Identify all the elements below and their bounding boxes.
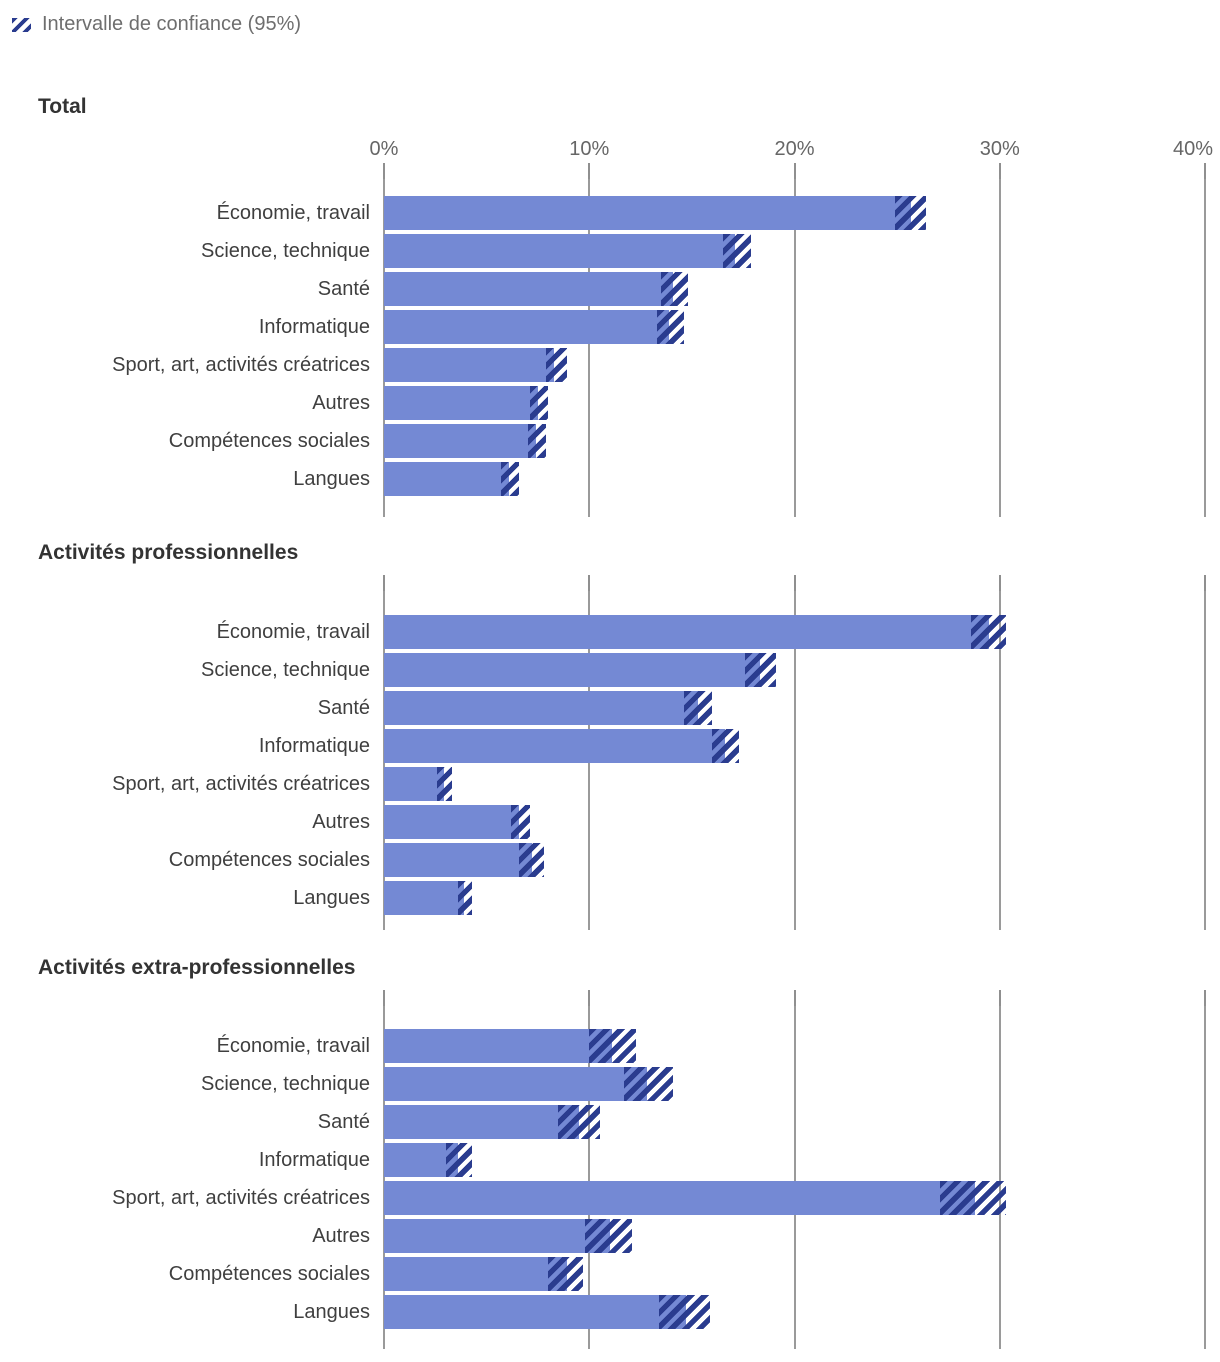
category-label: Santé (317, 278, 370, 300)
axis-tick (1204, 575, 1206, 591)
category-label: Science, technique (200, 1073, 370, 1095)
legend (12, 13, 301, 36)
axis-tick (794, 990, 796, 1006)
gridline (1204, 591, 1206, 930)
plot-area (384, 591, 1205, 930)
axis-tick (999, 575, 1001, 591)
confidence-interval-hatch (446, 1143, 473, 1177)
category-label: Santé (317, 1111, 370, 1133)
bar[interactable] (384, 348, 554, 382)
category-label: Informatique (258, 735, 370, 757)
category-label: Compétences sociales (168, 430, 370, 452)
confidence-interval-hatch (528, 424, 546, 458)
bar[interactable] (384, 196, 911, 230)
gridline (999, 1006, 1001, 1349)
confidence-interval-hatch (971, 615, 1006, 649)
panel-title: Activités professionnelles (38, 541, 299, 564)
confidence-interval-hatch (589, 1029, 636, 1063)
axis-tick (383, 990, 385, 1006)
confidence-interval-hatch (546, 348, 567, 382)
category-label: Autres (312, 392, 370, 414)
bar[interactable] (384, 1029, 612, 1063)
confidence-interval-hatch (458, 881, 472, 915)
confidence-interval-hatch (585, 1219, 632, 1253)
category-label: Sport, art, activités créatrices (112, 1187, 370, 1209)
panel-title: Activités extra-professionnelles (38, 956, 356, 979)
bar[interactable] (384, 234, 735, 268)
confidence-interval-hatch (684, 691, 713, 725)
axis-tick-label: 20% (774, 138, 815, 160)
confidence-interval-hatch (548, 1257, 583, 1291)
axis-tick (999, 990, 1001, 1006)
axis-tick (588, 575, 590, 591)
category-label: Langues (293, 1301, 370, 1323)
axis-tick-label: 40% (1172, 138, 1214, 160)
confidence-interval-hatch (895, 196, 926, 230)
gridline (1204, 1006, 1206, 1349)
category-label: Sport, art, activités créatrices (112, 354, 370, 376)
category-label: Langues (293, 887, 370, 909)
category-label: Autres (312, 1225, 370, 1247)
bar[interactable] (384, 881, 464, 915)
category-label: Autres (312, 811, 370, 833)
bar[interactable] (384, 386, 538, 420)
bar[interactable] (384, 1105, 579, 1139)
confidence-interval-hatch (661, 272, 688, 306)
confidence-interval-hatch (558, 1105, 599, 1139)
category-label: Informatique (258, 316, 370, 338)
axis-tick-label: 30% (979, 138, 1020, 160)
bar[interactable] (384, 615, 989, 649)
category-label: Compétences sociales (168, 1263, 370, 1285)
bar[interactable] (384, 1257, 567, 1291)
bar[interactable] (384, 1181, 975, 1215)
axis-tick (588, 163, 590, 179)
bar[interactable] (384, 424, 536, 458)
confidence-interval-hatch (659, 1295, 710, 1329)
legend-label: Intervalle de confiance (95%) (42, 13, 302, 35)
bar[interactable] (384, 1067, 647, 1101)
category-label: Langues (293, 468, 370, 490)
category-label: Économie, travail (216, 1035, 370, 1057)
category-label: Science, technique (200, 659, 370, 681)
confidence-interval-hatch (530, 386, 548, 420)
plot-area (384, 1006, 1205, 1349)
gridline (999, 179, 1001, 517)
axis-tick (383, 163, 385, 179)
confidence-interval-hatch (437, 767, 451, 801)
bar[interactable] (384, 653, 760, 687)
gridline (794, 1006, 796, 1349)
confidence-interval-hatch (511, 805, 529, 839)
category-label: Informatique (258, 1149, 370, 1171)
confidence-interval-hatch (501, 462, 519, 496)
bar[interactable] (384, 462, 509, 496)
axis-tick-label: 10% (569, 138, 610, 160)
confidence-interval-hatch (657, 310, 684, 344)
category-label: Économie, travail (216, 202, 370, 224)
category-label: Science, technique (200, 240, 370, 262)
bar[interactable] (384, 272, 673, 306)
confidence-interval-hatch (712, 729, 739, 763)
category-label: Santé (317, 697, 370, 719)
bar[interactable] (384, 805, 519, 839)
bar[interactable] (384, 843, 532, 877)
bar[interactable] (384, 729, 725, 763)
axis-tick (1204, 163, 1206, 179)
axis-tick (794, 163, 796, 179)
confidence-interval-hatch (940, 1181, 1006, 1215)
confidence-interval-hatch (519, 843, 544, 877)
category-label: Compétences sociales (168, 849, 370, 871)
confidence-interval-hatch (624, 1067, 673, 1101)
bar[interactable] (384, 767, 444, 801)
bar[interactable] (384, 1219, 610, 1253)
axis-tick (588, 990, 590, 1006)
bar[interactable] (384, 1295, 686, 1329)
confidence-interval-hatch-icon (12, 18, 31, 32)
gridline (1204, 179, 1206, 517)
confidence-interval-hatch (745, 653, 776, 687)
panel-title: Total (38, 95, 87, 118)
confidence-interval-hatch (723, 234, 752, 268)
category-label: Économie, travail (216, 621, 370, 643)
axis-tick (1204, 990, 1206, 1006)
bar[interactable] (384, 691, 698, 725)
bar[interactable] (384, 310, 669, 344)
plot-area (384, 179, 1205, 517)
axis-tick (794, 575, 796, 591)
axis-tick (383, 575, 385, 591)
axis-tick (999, 163, 1001, 179)
axis-tick-label: 0% (369, 138, 399, 160)
category-label: Sport, art, activités créatrices (112, 773, 370, 795)
